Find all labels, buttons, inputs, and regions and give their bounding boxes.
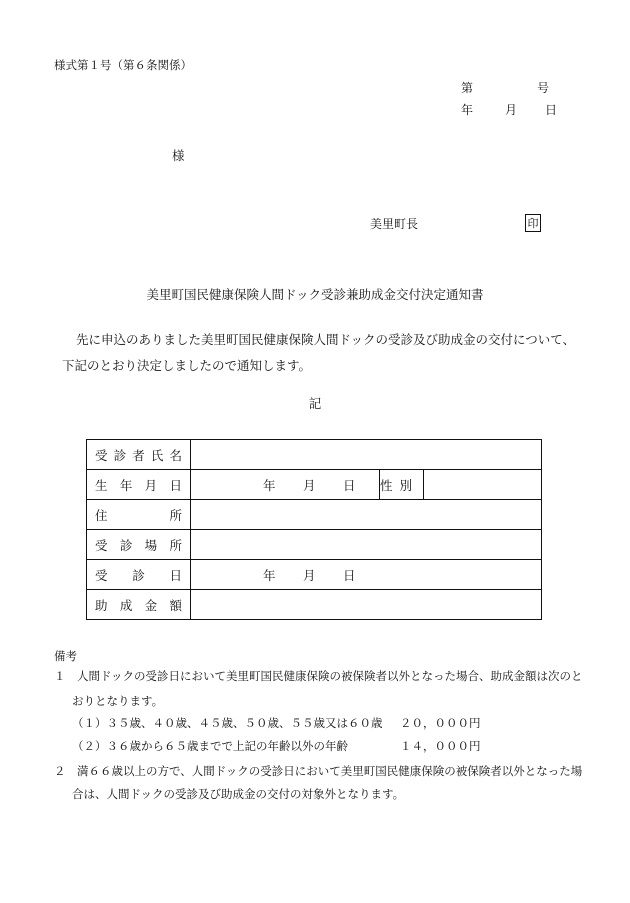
subsidy-amount-label xyxy=(87,590,191,620)
label-char: 受 xyxy=(95,447,108,463)
label-char: 日 xyxy=(169,567,182,583)
label-char: 診 xyxy=(113,447,127,463)
label-char: 者 xyxy=(132,447,145,463)
label-char: 日 xyxy=(169,477,182,493)
note-1-amount-1: ２０，０００円 xyxy=(400,716,481,730)
note-1-line-1: １ 人間ドックの受診日において美里町国民健康保険の被保険者以外となった場合、助成金額は次のと xyxy=(54,669,583,683)
document-date xyxy=(461,104,557,116)
exam-place-field[interactable] xyxy=(191,530,542,560)
number-prefix: 第 xyxy=(461,81,474,95)
label-char: 受 xyxy=(95,567,108,583)
date-month-label: 月 xyxy=(505,103,518,117)
label-char: 金 xyxy=(144,597,158,613)
table-row-address xyxy=(87,500,542,530)
label-char: 住 xyxy=(95,507,108,523)
applicant-info-table xyxy=(86,439,542,620)
label-char: 生 xyxy=(95,477,108,493)
label-char: 別 xyxy=(399,477,412,493)
sex-label xyxy=(380,470,424,500)
label-char: 受 xyxy=(95,537,108,553)
issuer-name: 美里町長 xyxy=(370,217,419,231)
label-char: 性 xyxy=(380,477,393,493)
body-paragraph: 先に申込のありました美里町国民健康保険人間ドックの受診及び助成金の交付について、下記のとおり決定しましたので通知します。 xyxy=(62,332,576,373)
name-label xyxy=(87,440,191,470)
ki-heading: 記 xyxy=(308,396,322,411)
note-1-item-1: （１）３５歳、４０歳、４５歳、５０歳、５５歳又は６０歳 xyxy=(72,716,383,730)
form-label: 様式第１号（第６条関係） xyxy=(54,58,192,72)
label-char: 診 xyxy=(119,537,133,553)
date-day-label: 日 xyxy=(545,103,558,117)
address-field[interactable] xyxy=(191,500,542,530)
label-char: 所 xyxy=(169,537,182,553)
label-char: 月 xyxy=(144,477,158,493)
label-char: 氏 xyxy=(150,447,164,463)
note-1-line-2: おりとなります。 xyxy=(72,694,164,708)
exam-date-field[interactable] xyxy=(191,560,542,590)
document-number xyxy=(461,82,549,94)
label-char: 額 xyxy=(169,597,182,613)
table-row-birth xyxy=(87,470,542,500)
note-1-item-2: （２）３６歳から６５歳までで上記の年齢以外の年齢 xyxy=(72,739,348,753)
table-row-exam-date xyxy=(87,560,542,590)
date-year-label: 年 xyxy=(461,103,474,117)
exam-place-label xyxy=(87,530,191,560)
number-suffix: 号 xyxy=(537,81,550,95)
label-char: 年 xyxy=(119,477,133,493)
table-row-name xyxy=(87,440,542,470)
notes-title: 備考 xyxy=(54,649,77,663)
label-char: 所 xyxy=(169,507,182,523)
document-title: 美里町国民健康保険人間ドック受診兼助成金交付決定通知書 xyxy=(146,287,484,302)
addressee-suffix: 様 xyxy=(172,148,185,163)
table-row-place xyxy=(87,530,542,560)
table-row-amount xyxy=(87,590,542,620)
seal-mark: 印 xyxy=(525,214,541,232)
exam-month-label: 月 xyxy=(303,567,316,583)
label-char: 場 xyxy=(144,537,158,553)
sex-field[interactable] xyxy=(424,470,542,500)
exam-date-label xyxy=(87,560,191,590)
exam-year-label: 年 xyxy=(263,567,276,583)
note-2-line-1: ２ 満６６歳以上の方で、人間ドックの受診日において美里町国民健康保険の被保険者以外となった場 xyxy=(54,764,583,778)
name-field[interactable] xyxy=(191,440,542,470)
note-1-amount-2: １４，０００円 xyxy=(400,739,481,753)
subsidy-amount-field[interactable] xyxy=(191,590,542,620)
label-char: 診 xyxy=(132,567,145,583)
label-char: 名 xyxy=(169,447,182,463)
note-2-line-2: 合は、人間ドックの受診及び助成金の交付の対象外となります。 xyxy=(72,787,405,801)
birth-day-label: 日 xyxy=(343,477,356,493)
birth-date-field[interactable] xyxy=(191,470,380,500)
address-label xyxy=(87,500,191,530)
birth-month-label: 月 xyxy=(303,477,316,493)
label-char: 成 xyxy=(119,597,133,613)
birth-label xyxy=(87,470,191,500)
label-char: 助 xyxy=(95,597,108,613)
exam-day-label: 日 xyxy=(343,567,356,583)
birth-year-label: 年 xyxy=(263,477,276,493)
